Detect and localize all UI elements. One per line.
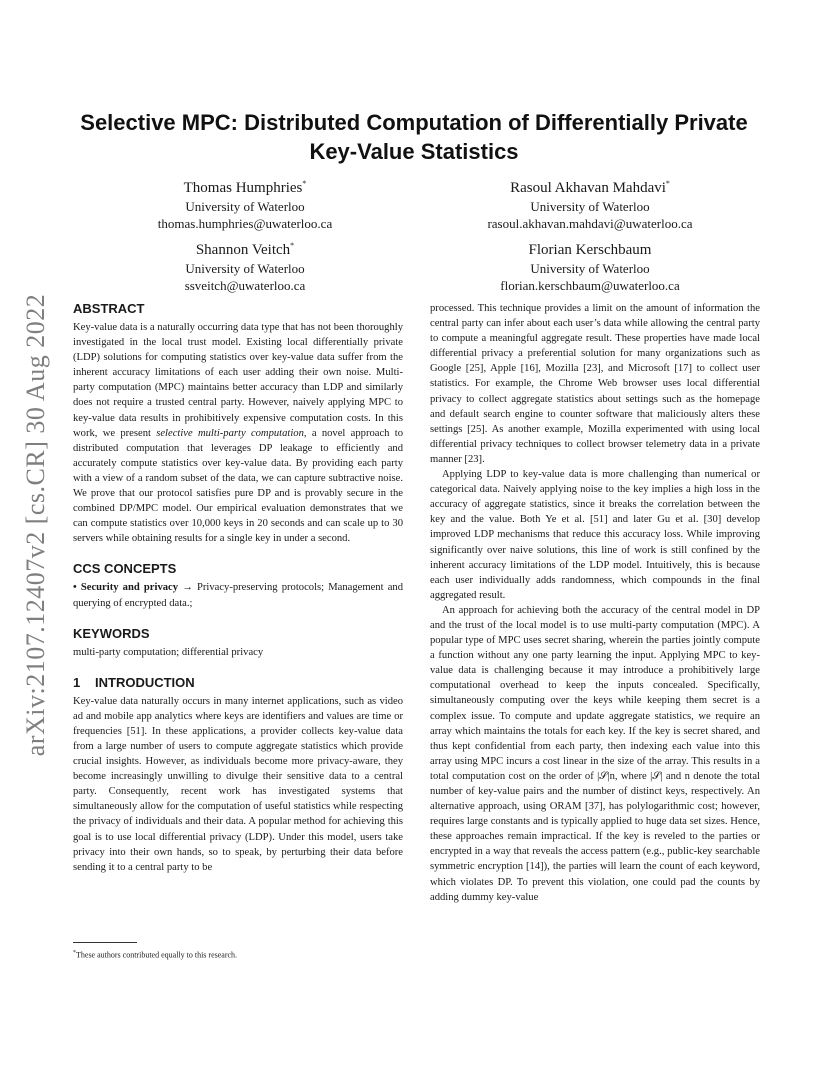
- section-number: 1: [73, 674, 81, 690]
- author-affiliation: University of Waterloo: [530, 261, 650, 276]
- arxiv-identifier: [16, 285, 56, 765]
- author-footnote-mark: *: [290, 241, 295, 250]
- author-affiliation: University of Waterloo: [530, 199, 650, 214]
- ccs-heading: CCS CONCEPTS: [73, 561, 177, 577]
- footnote-mark: *: [73, 950, 76, 956]
- author-block: [450, 241, 730, 294]
- abstract-text: Key-value data is a naturally occurring data type that has not been thoroughly investigated in the local trust model. Existing local differentially private (LDP) solutions for computing statistics over key-value data suffer from the inherent accuracy limitations of each user adding their own noise. Multi-party computation (MPC) maintains better accuracy than LDP and similarly does not require a trusted central party. However, naively applying MPC to key-value data results in prohibitively expensive computation costs. In this work, we present selective multi-party computation, a novel approach to distributed computation that leverages DP leakage to efficiently and accurately compute statistics over key-value data. By providing each party with a view of a random subset of the data, we can capture subtractive noise. We prove that our protocol satisfies pure DP and is provably secure in the combined DP/MPC model. Our empirical evaluation demonstrates that we can compute statistics over 10,000 keys in 20 seconds and can scale up to 30 servers while obtaining results for a single key in under a second.: [73, 322, 404, 545]
- author-affiliation: University of Waterloo: [185, 199, 305, 214]
- author-block: [110, 179, 380, 232]
- right-column: [430, 301, 760, 905]
- author-name: Florian Kerschbaum: [528, 242, 652, 258]
- footnote-text: These authors contributed equally to this research.: [76, 950, 238, 960]
- author-name: Rasoul Akhavan Mahdavi: [510, 180, 666, 196]
- footnote-divider: [73, 942, 137, 943]
- paper-title: Selective MPC: Distributed Computation of Differentially Private Key-Value Statistics: [80, 110, 748, 164]
- footnote: [73, 948, 403, 961]
- ccs-text: • Security and privacy → Privacy-preserving protocols; Management and querying of encrypted data.;: [73, 582, 403, 609]
- introduction-heading: 1 INTRODUCTION: [73, 674, 195, 690]
- arxiv-identifier-text: arXiv:2107.12407v2 [cs.CR] 30 Aug 2022: [21, 293, 51, 757]
- intro-paragraph-1-continued: processed. This technique provides a limit on the amount of information the central party can infer about each user’s data while allowing the central party to compute a meaningful aggregate result. These properties have made local differential privacy a preferential solution for many organizations such as Google [25], Apple [16], Mozilla [23], and Microsoft [17] to collect user statistics. For example, the Chrome Web browser uses local differential privacy to collect aggregate statistics about settings such as the homepage and default search engine to counter software that maliciously alters these settings [25]. As another example, Mozilla experimented with using local differential privacy techniques to collect browser telemetry data in a private manner [23].: [430, 303, 760, 465]
- abstract-emphasis: selective multi-party computation: [156, 427, 304, 439]
- author-name: Shannon Veitch: [195, 242, 291, 258]
- left-column: [73, 300, 403, 875]
- keywords-text: multi-party computation; differential privacy: [73, 646, 264, 658]
- intro-paragraph-2: Applying LDP to key-value data is more challenging than numerical or categorical data. Naively applying noise to the key implies a high loss in the accuracy of aggregate statistics, since it breaks the correlation between the key and the value. Both Ye et al. [51] and later Gu et al. [30] develop improved LDP mechanisms that reduce this accuracy loss. While improving significantly over naive solutions, this line of work is still confined by the inherent accuracy limitations of the LDP model. Intuitively, this is because each user individually adds randomness, which compounds in the final aggregated result.: [430, 469, 760, 601]
- author-footnote-mark: *: [665, 179, 670, 188]
- intro-paragraph-3: An approach for achieving both the accuracy of the central model in DP and the trust of the local model is to use multi-party computation (MPC). A popular type of MPC uses secret sharing, wherein the parties jointly compute a function without any one party learning the input. Applying MPC to key-value data is challenging because it may introduce a prohibitively large computational overhead to keep the inputs concealed. Specifically, simultaneously computing over the keys while keeping them secret is a complex issue. To compute and update aggregate statistics, we require an array which maintains the totals for each key. If the key is secret shared, and thus kept confidential from each party, then indexing each value into this array using MPC incurs a cost linear in the size of the array. This results in a total computation cost on the order of |𝒮|n, where |𝒮| and n denote the total number of key-value pairs and the number of distinct keys, respectively. An alternative approach, using ORAM [37], has polylogarithmic cost; however, requires large constants and is typically applied to huge data set sizes. Hence, these approaches remain impractical. If the key is reveled to the parties or encrypted in a way that reveals the access pattern (e.g., public-key searchable symmetric encryption [14]), the parties will learn the count of each keyword, which violates DP. To prevent this violation, one could pad the counts by adding dummy key-value: [430, 604, 760, 903]
- author-footnote-mark: *: [302, 179, 307, 188]
- author-email: rasoul.akhavan.mahdavi@uwaterloo.ca: [487, 216, 693, 231]
- abstract-heading: ABSTRACT: [73, 301, 145, 316]
- author-name: Thomas Humphries: [183, 180, 303, 196]
- keywords-heading: KEYWORDS: [73, 625, 150, 641]
- author-email: thomas.humphries@uwaterloo.ca: [157, 216, 333, 231]
- author-block: [110, 241, 380, 294]
- author-block: [450, 179, 730, 232]
- intro-paragraph-1: Key-value data naturally occurs in many internet applications, such as video ad and mobile app analytics where keys are identifiers and values are time or frequencies [51]. In these applications, a provider collects key-value data from a large number of users to compute aggregate statistics which provide crucial insights. However, as individuals become more privacy-aware, they become increasingly unwilling to divulge their sensitive data to a central party. Consequently, recent work has investigated systems that simultaneously allow for the computation of useful statistics while respecting the privacy of individuals and their data. A popular method for achieving this goal is to use local differential privacy (LDP). Under this model, users take privacy into their own hands, so to speak, by perturbing their data before sending it to a central party to be: [73, 695, 403, 873]
- author-email: ssveitch@uwaterloo.ca: [184, 278, 306, 293]
- author-email: florian.kerschbaum@uwaterloo.ca: [500, 278, 680, 293]
- author-affiliation: University of Waterloo: [185, 261, 305, 276]
